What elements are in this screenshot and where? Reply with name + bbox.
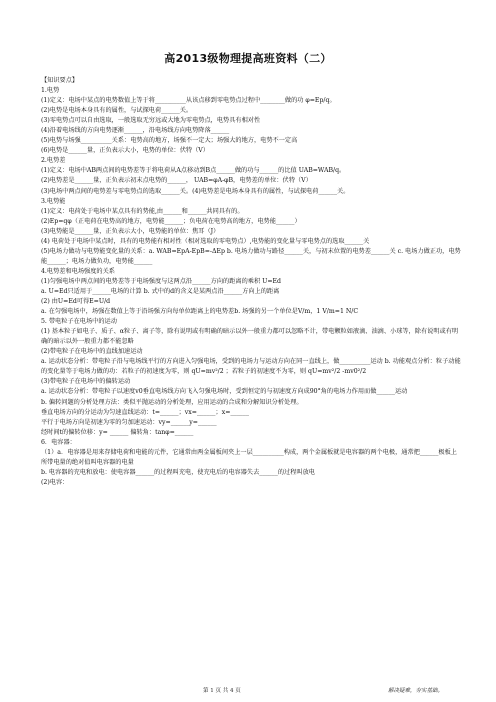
text-line: b. 电容器的充电和放电：使电容器______的过程叫充电，使充电后的电容器失去______的过程叫放电 bbox=[41, 468, 315, 476]
text-line: (3)电势能是______量，正负表示大小，电势能的单位：焦耳（J） bbox=[41, 227, 220, 235]
document-body bbox=[41, 76, 461, 488]
text-line: (1) 基本粒子如电子、质子、α粒子、离子等，除有说明或有明确的暗示以外一般重力都可以忽略不计，带电颗粒如液滴、油滴、小球等，除有说明或有明确的暗示以外一般重力都不能忽略 bbox=[41, 328, 459, 346]
text-line: a. 运动状态分析：带电粒子以速度v0垂直电场线方向飞入匀强电场时，受到恒定的与初速度方向成90°角的电场力作用而做______运动 bbox=[41, 388, 408, 396]
text-line: (2)Ep=qφ（正电荷在电势高的地方，电势能______；负电荷在电势高的地方，电势能______） bbox=[41, 217, 301, 225]
text-line: (1)定义：电场中某点的电势数值上等于将__________从该点移到零电势点过程中________做的功 φ=Ep/q。 bbox=[41, 97, 336, 105]
text-line: 平行于电场方向是初速为零的匀加速运动：vy=______y=______ bbox=[41, 418, 217, 426]
page-title: 高2013级物理提高班资料（二） bbox=[164, 52, 332, 65]
text-line: (2)电容： bbox=[41, 478, 69, 486]
text-line: (3)零电势点可以自由选取，一般选取无穷远或大地为零电势点，电势具有相对性 bbox=[41, 117, 261, 125]
text-line: 【知识要点】 bbox=[41, 77, 79, 84]
text-line: (5)电势与场强__________关系：电势高的地方，场强不一定大；场强大的地方，电势不一定高 bbox=[41, 137, 298, 145]
text-line: 垂直电场方向的分运动为匀速直线运动：t=______；vx=______；x=______ bbox=[41, 408, 249, 416]
text-line: b. 偏转问题的分析处理方法：类似平抛运动的分析处理，应用运动的合成和分解知识分析处理。 bbox=[41, 398, 303, 406]
text-line: (3)电场中两点间的电势差与零电势点的选取______关。(4)电势差是电场本身具有的属性，与试探电荷______关。 bbox=[41, 187, 350, 195]
text-line: (1)定义：电荷处于电场中某点具有的势能,由______和______共同具有的。 bbox=[41, 207, 244, 215]
text-line: 3.电势能 bbox=[41, 197, 66, 205]
text-line: 2.电势差 bbox=[41, 157, 66, 165]
text-line: (3)带电粒子在电场中的偏转运动 bbox=[41, 378, 131, 386]
text-line: (4)沿着电场线的方向电势逐渐______，沿电场线方向电势降落______ bbox=[41, 127, 230, 135]
text-line: 1.电势 bbox=[41, 87, 60, 95]
text-line: a. 在匀强电场中，场强在数值上等于沿场强方向每单位距离上的电势差b. 场强的另一个单位是V/m，1 V/m=1 N/C bbox=[41, 308, 359, 316]
text-line: 经时间t的偏转位移：y= ______ 偏转角：tanφ=______ bbox=[41, 428, 194, 436]
text-line: a. U=Ed只适用于______电场的计算 b. 式中的d的含义是某两点沿______方向上的距离 bbox=[41, 287, 280, 295]
page-number: 第 1 页 共 4 页 bbox=[203, 688, 241, 694]
text-line: (6)电势是______量，正负表示大小，电势的单位：伏特（V） bbox=[41, 147, 209, 155]
text-line: (2)电势是电场本身具有的属性，与试探电荷______关。 bbox=[41, 107, 193, 115]
text-line: 6．电容器： bbox=[41, 438, 76, 446]
footer-slogan: 解决疑难，夯实基础。 bbox=[388, 688, 444, 694]
text-line: (2)带电粒子在电场中的直线加速运动 bbox=[41, 348, 143, 356]
text-line: (2) 由U=Ed可得E=U/d bbox=[41, 298, 111, 306]
text-line: (2)电势差是______量，正负表示初末点电势的______， UAB=φA-φB，电势差的单位：伏特（V） bbox=[41, 177, 312, 185]
text-line: (4) 电荷处于电场中某点时，具有的电势能有相对性（相对选取的零电势点）,电势能的变化量与零电势点的选取______关 bbox=[41, 237, 370, 245]
text-line: 5. 带电粒子在电场中的运动 bbox=[41, 318, 117, 326]
text-line: a. 运动状态分析：带电粒子沿与电场线平行的方向进入匀强电场，受到的电场力与运动方向在同一直线上，做__________运动 b. 功能观点分析：粒子动能的变化量等于电场力做的功：若粒子的初速度为零，则 qU=mv²/2 ；若粒子的初速度不为零，则 qU=mv²/2 -mv0²/2 bbox=[41, 358, 461, 376]
text-line: 4.电势差和电场强度的关系 bbox=[41, 267, 115, 275]
text-line: (5)电场力做功与电势能变化量的关系：a. WAB=EpA-EpB=-ΔEp b. 电场力做功与路径______关，与初末位置的电势差______关 c. 电场力做正功，电势能______；电场力做负功，电势能______ bbox=[41, 247, 461, 265]
text-line: （1）a．电容器是用来存储电荷和电能的元件，它通常由两金属板间夹上一层__________构成，两个金属板就是电容器的两个电极，通常把______极板上所带电量的绝对值叫电容器的电量 bbox=[41, 448, 457, 466]
text-line: (1)定义：电场中AB两点间的电势差等于将电荷从A点移动到B点______做的功与______的比值 UAB=WAB/q。 bbox=[41, 167, 346, 175]
text-line: (1)匀强电场中两点间的电势差等于电场强度与这两点沿______方向的距离的乘积 U=Ed bbox=[41, 277, 281, 285]
